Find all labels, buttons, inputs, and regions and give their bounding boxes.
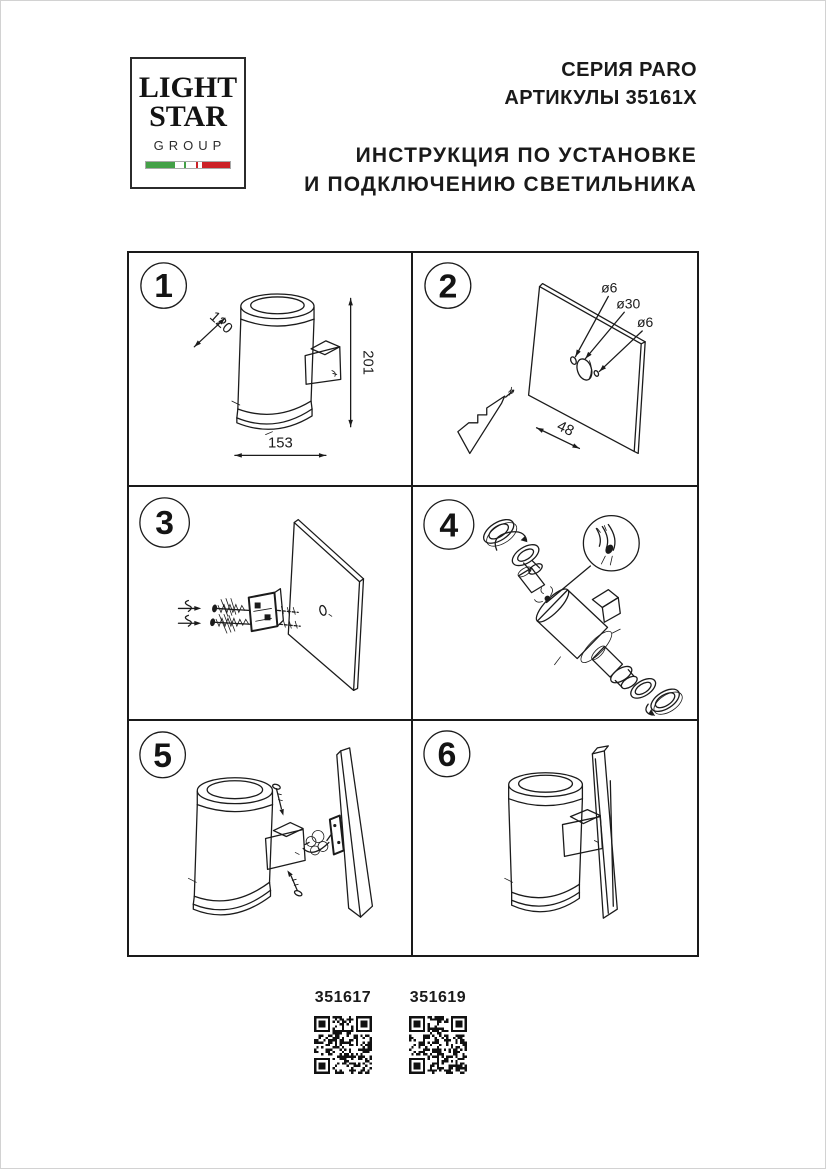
instruction-title-line1: ИНСТРУКЦИЯ ПО УСТАНОВКЕ — [355, 144, 697, 167]
dimension-width-label: 153 — [268, 435, 293, 452]
step-6-number: 6 — [437, 735, 457, 774]
screwdriver-symbol-2 — [178, 615, 201, 626]
dimension-height-label: 201 — [359, 350, 376, 375]
hole-diameter-small-label: ø6 — [601, 279, 618, 296]
drill-holes — [569, 356, 599, 382]
screw-bottom — [287, 870, 302, 897]
screwdriver-symbol-1 — [178, 601, 201, 612]
flag-red-segment — [202, 162, 230, 168]
step-6-badge — [424, 731, 470, 777]
wall-plug-1 — [277, 606, 298, 614]
hole-callout-center — [585, 295, 640, 358]
wall-panel — [592, 746, 617, 918]
dimension-offset — [537, 418, 580, 448]
italian-flag-bar — [146, 162, 230, 168]
step-2-badge — [425, 263, 471, 308]
hole-diameter-small2-label: ø6 — [637, 314, 654, 331]
fixture-cylinder — [505, 773, 583, 912]
dimension-depth — [194, 309, 235, 347]
logo-word-light: LIGHT — [138, 71, 238, 104]
product-code-1: 351617 — [314, 989, 372, 1006]
lamp-tube-top — [516, 565, 552, 602]
instruction-grid — [127, 251, 699, 957]
fixture-dimensions-drawing — [232, 294, 341, 435]
dimension-offset-label: 48 — [554, 418, 577, 440]
step-4-number: 4 — [439, 506, 459, 545]
logo-word-star: STAR — [149, 100, 227, 133]
step-6-cell — [413, 721, 697, 955]
step-3-number: 3 — [155, 505, 174, 543]
trim-ring-top — [480, 515, 521, 551]
fixture-cylinder — [188, 778, 272, 915]
header-instruction-title — [304, 141, 697, 199]
hole-diameter-large-label: ø30 — [616, 295, 641, 312]
screw-top — [272, 783, 284, 815]
step-4-cell — [413, 487, 697, 721]
series-title: СЕРИЯ PARO — [561, 59, 697, 81]
step-4-badge — [424, 500, 474, 549]
dimension-height — [348, 298, 375, 426]
flag-green-segment — [146, 162, 175, 168]
step-3-cell — [129, 487, 413, 721]
step-1-badge — [141, 263, 187, 308]
instruction-title-line2: И ПОДКЛЮЧЕНИЮ СВЕТИЛЬНИКА — [304, 173, 697, 196]
screw-1 — [211, 604, 248, 613]
step-2-cell — [413, 253, 697, 487]
step-5-number: 5 — [153, 736, 172, 775]
flag-white-segment — [175, 162, 184, 168]
step-5-cell — [129, 721, 413, 955]
step-1-number: 1 — [154, 268, 173, 306]
header-series-block — [504, 56, 697, 112]
product-code-2: 351619 — [409, 989, 467, 1006]
step-3-badge — [140, 498, 189, 547]
drill-tool — [458, 387, 514, 453]
step-2-number: 2 — [438, 267, 458, 306]
thread-hatching — [219, 599, 236, 634]
wall-panel — [288, 520, 363, 691]
qr-code-2 — [409, 1016, 467, 1074]
qr-code-1 — [314, 1016, 372, 1074]
dimension-depth-label: 120 — [206, 308, 236, 338]
logo-word-group: GROUP — [153, 138, 227, 153]
dimension-width — [235, 435, 326, 457]
articles-title: АРТИКУЛЫ 35161X — [504, 87, 697, 109]
lamp-tube-bottom — [590, 644, 623, 677]
magnifier-detail — [547, 516, 640, 603]
step-1-cell — [129, 253, 413, 487]
lightstar-logo — [130, 57, 246, 189]
flag-white-segment-2 — [186, 162, 195, 168]
wire-bundle — [303, 831, 332, 855]
step-5-badge — [140, 732, 186, 778]
